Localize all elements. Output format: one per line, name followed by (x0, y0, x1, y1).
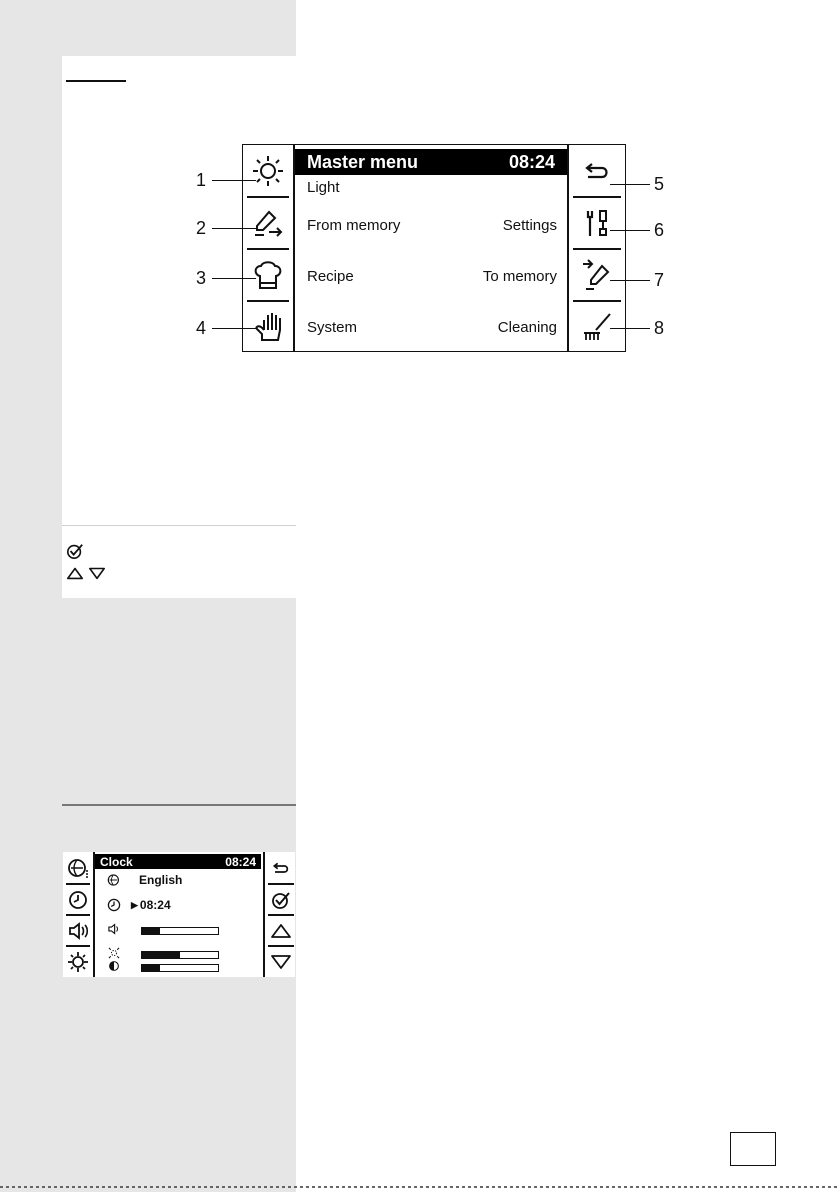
contrast-bar[interactable] (141, 964, 219, 972)
callout-3: 3 (196, 268, 207, 288)
menu-item-to-memory: To memory (482, 268, 557, 285)
clock-up-key[interactable] (265, 915, 297, 946)
settings-tools-icon (582, 207, 612, 239)
margin-divider (62, 525, 296, 526)
callout-line-5 (610, 184, 650, 185)
up-triangle-icon (270, 921, 292, 941)
language-row (107, 873, 182, 887)
language-icon (67, 857, 89, 879)
menu-title: Master menu (307, 151, 419, 172)
language-icon (107, 873, 121, 887)
brightness-icon (67, 951, 89, 973)
confirm-check-icon (271, 890, 291, 910)
speaker-icon (107, 922, 121, 936)
callout-6: 6 (654, 220, 665, 240)
menu-item-from-memory: From memory (307, 217, 401, 234)
menu-title-bar (295, 149, 567, 175)
brightness-row (107, 946, 121, 960)
callout-line-8 (610, 328, 650, 329)
back-arrow-icon (582, 156, 612, 186)
page-number-box (730, 1132, 776, 1166)
settings-key[interactable] (569, 197, 625, 249)
callout-line-6 (610, 230, 650, 231)
left-key-column (243, 145, 295, 351)
recipe-key[interactable] (243, 249, 293, 301)
callout-8: 8 (654, 318, 665, 338)
clock-display (63, 852, 295, 977)
section-rule (62, 804, 296, 806)
light-key[interactable] (243, 145, 293, 197)
clock-key[interactable] (63, 884, 93, 915)
speaker-icon (67, 921, 89, 941)
chef-hat-icon (251, 258, 285, 292)
light-bulb-icon (251, 154, 285, 188)
back-key[interactable] (569, 145, 625, 197)
volume-bar-fill (142, 928, 160, 934)
brightness-key[interactable] (63, 946, 93, 977)
callout-1: 1 (196, 170, 207, 190)
callout-line-3 (212, 278, 256, 279)
volume-bar[interactable] (141, 927, 219, 935)
confirm-check-icon (66, 542, 84, 560)
clock-row (107, 898, 171, 912)
selection-arrow-icon: ▶ (131, 899, 138, 910)
menu-label-light: Light (307, 179, 340, 196)
clock-time: 08:24 (225, 854, 256, 869)
down-triangle-icon (88, 564, 106, 582)
clock-title: Clock (100, 854, 133, 869)
to-memory-key[interactable] (569, 249, 625, 301)
system-key[interactable] (243, 301, 293, 353)
margin-key-icons (66, 540, 126, 590)
clock-left-keys (63, 852, 95, 977)
clock-down-key[interactable] (265, 946, 297, 977)
right-key-column (567, 145, 625, 351)
page-trim-line (0, 1186, 840, 1188)
up-triangle-icon (66, 564, 84, 582)
clock-right-keys (263, 852, 297, 977)
callout-line-7 (610, 280, 650, 281)
master-menu-display (242, 144, 626, 352)
clock-icon (68, 890, 88, 910)
down-triangle-icon (270, 952, 292, 972)
back-arrow-icon (271, 858, 291, 878)
menu-item-recipe: Recipe (307, 268, 354, 285)
callout-7: 7 (654, 270, 665, 290)
callout-5: 5 (654, 174, 665, 194)
contrast-icon (108, 960, 120, 972)
brush-icon (580, 310, 614, 344)
language-key[interactable] (63, 852, 93, 883)
heading-underline (66, 80, 126, 82)
contrast-bar-fill (142, 965, 160, 971)
callout-4: 4 (196, 318, 207, 338)
menu-item-settings: Settings (502, 217, 557, 234)
contrast-row (107, 960, 120, 972)
hand-icon (250, 310, 286, 344)
language-value: English (139, 873, 183, 887)
volume-row (107, 922, 121, 936)
callout-line-1 (212, 180, 256, 181)
brightness-bar-fill (142, 952, 180, 958)
clock-back-key[interactable] (265, 852, 297, 883)
brightness-bar[interactable] (141, 951, 219, 959)
callout-2: 2 (196, 218, 207, 238)
to-memory-icon (580, 258, 614, 292)
clock-icon (107, 898, 121, 912)
from-memory-icon (251, 206, 285, 240)
callout-line-4 (212, 328, 256, 329)
callout-line-2 (212, 228, 256, 229)
clock-title-bar (95, 854, 261, 869)
volume-key[interactable] (63, 915, 93, 946)
clock-confirm-key[interactable] (265, 884, 297, 915)
brightness-icon (107, 946, 121, 960)
menu-item-system: System (307, 319, 358, 336)
from-memory-key[interactable] (243, 197, 293, 249)
clock-value: 08:24 (139, 898, 171, 912)
menu-time: 08:24 (508, 151, 555, 172)
cleaning-key[interactable] (569, 301, 625, 353)
menu-item-cleaning: Cleaning (497, 319, 557, 336)
